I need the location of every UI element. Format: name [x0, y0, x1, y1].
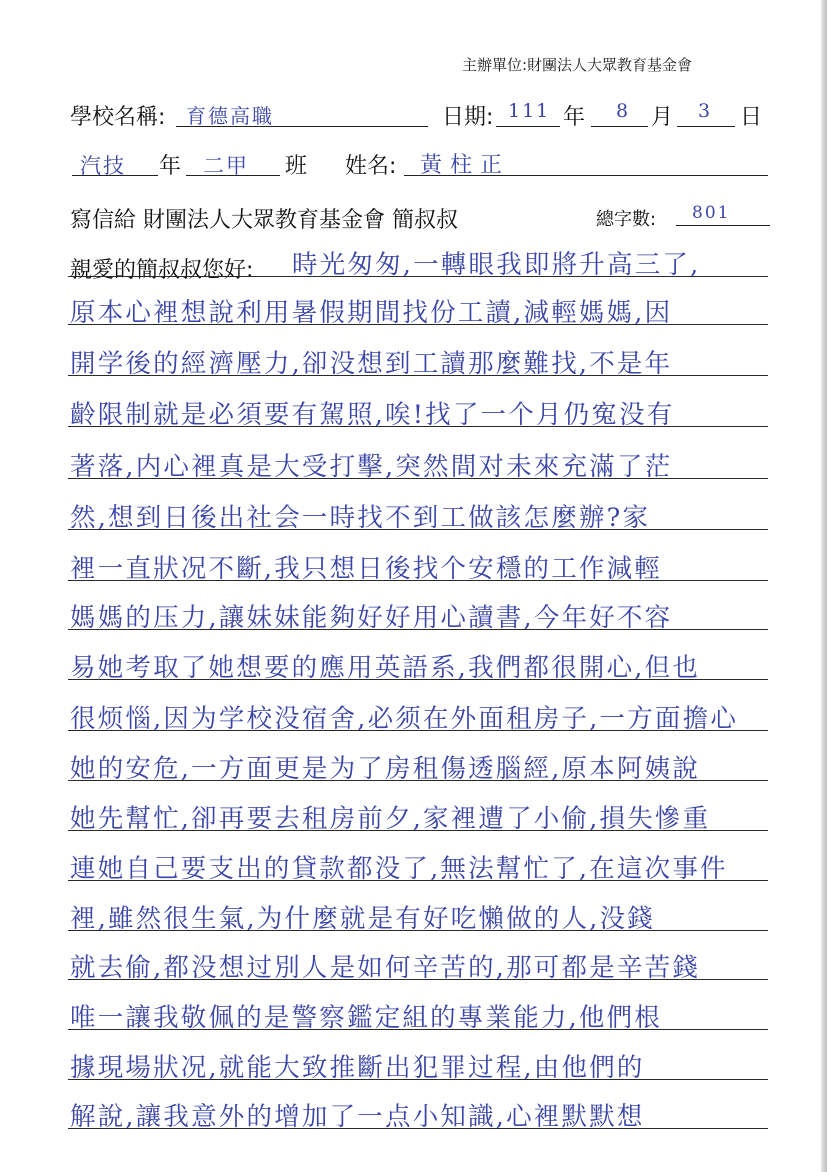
date-year: 111: [508, 100, 551, 122]
scanned-page-edge: [821, 0, 827, 1172]
day-label: 日: [740, 105, 763, 130]
school-value: 育德高職: [186, 104, 274, 128]
word-count-value: 801: [692, 203, 731, 223]
letter-line: 很烦惱,因为学校没宿舍,必须在外面租房子,一方面擔心: [70, 704, 739, 734]
year-underline: [496, 126, 560, 127]
letter-line: 她先幫忙,卻再要去租房前夕,家裡遭了小偷,損失慘重: [70, 804, 711, 834]
word-count-underline: [676, 225, 770, 226]
letter-line: 易她考取了她想要的應用英語系,我們都很開心,但也: [70, 653, 701, 683]
date-label: 日期:: [442, 105, 494, 130]
name-underline: [404, 175, 768, 176]
class-underline: [186, 175, 280, 176]
letter-line: 開学後的經濟壓力,卻没想到工讀那麼難找,不是年: [70, 349, 673, 379]
letter-line: 原本心裡想說利用暑假期間找份工讀,減輕媽媽,因: [70, 298, 673, 328]
class-label: 班: [285, 154, 308, 179]
recipient-line: 寫信給 財團法人大眾教育基金會 簡叔叔: [70, 208, 458, 233]
dept-suffix: 年: [159, 154, 182, 179]
letter-line: 齡限制就是必須要有駕照,唉!找了一个月仍寃没有: [70, 400, 675, 430]
letter-line: 就去偷,都没想过別人是如何辛苦的,那可都是辛苦錢: [70, 953, 701, 983]
day-underline: [677, 126, 735, 127]
word-count-label: 總字數:: [596, 209, 657, 230]
date-day: 3: [698, 100, 713, 122]
organizer-text: 主辦單位:財團法人大眾教育基金會: [462, 56, 693, 74]
student-name: 黃柱正: [420, 153, 511, 178]
letter-line: 她的安危,一方面更是为了房租傷透腦經,原本阿姨說: [70, 754, 701, 784]
letter-line: 然,想到日後出社会一時找不到工做該怎麼辦?家: [70, 503, 651, 533]
dept-value: 汽技: [80, 154, 126, 178]
letter-line: 時光匆匆,一轉眼我即將升高三了,: [292, 250, 701, 280]
letter-line: 裡,雖然很生氣,为什麼就是有好吃懶做的人,没錢: [70, 904, 655, 934]
dept-underline: [72, 175, 158, 176]
class-value: 二甲: [203, 154, 249, 178]
letter-line: 著落,内心裡真是大受打擊,突然間对未來充滿了茫: [70, 452, 673, 482]
date-month: 8: [616, 100, 631, 122]
letter-line: 連她自己要支出的貸款都没了,無法幫忙了,在這次事件: [70, 854, 728, 884]
letter-line: 媽媽的压力,讓妹妹能夠好好用心讀書,今年好不容: [70, 603, 673, 633]
month-label: 月: [651, 105, 674, 130]
school-underline: [176, 126, 428, 127]
school-label: 學校名稱:: [70, 105, 166, 130]
letter-line: 解說,讓我意外的增加了一点小知識,心裡默默想: [70, 1102, 645, 1132]
year-label: 年: [563, 105, 586, 130]
letter-line: 據現場狀况,就能大致推斷出犯罪过程,由他們的: [70, 1053, 645, 1083]
greeting: 親愛的簡叔叔您好:: [70, 258, 254, 283]
letter-line: 裡一直狀况不斷,我只想日後找个安穩的工作減輕: [70, 554, 663, 584]
month-underline: [591, 126, 648, 127]
letter-line: 唯一讓我敬佩的是警察鑑定組的專業能力,他們根: [70, 1003, 663, 1033]
name-label: 姓名:: [345, 154, 397, 179]
